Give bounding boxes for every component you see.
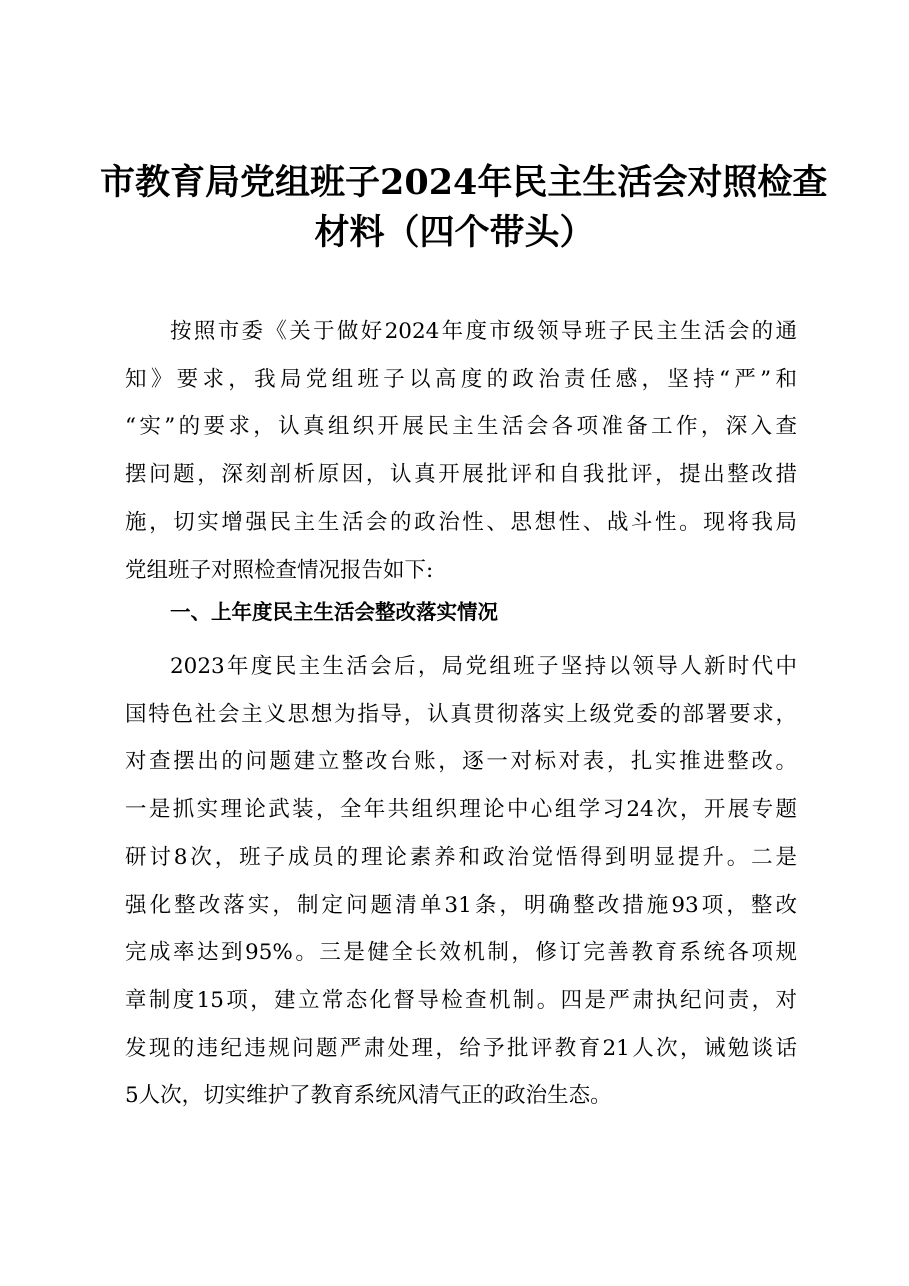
paragraph-line: 知》要求，我局党组班子以高度的政治责任感，坚持“严”和 <box>125 366 797 392</box>
paragraph-line: “实”的要求，认真组织开展民主生活会各项准备工作，深入查 <box>125 414 797 440</box>
section-paragraph <box>125 643 797 1120</box>
paragraph-line: 施，切实增强民主生活会的政治性、思想性、战斗性。现将我局 <box>125 509 797 535</box>
intro-paragraph <box>125 308 797 594</box>
paragraph-line: 摆问题，深刻剖析原因，认真开展批评和自我批评，提出整改措 <box>125 462 797 488</box>
title-line: 材料（四个带头） <box>314 212 595 253</box>
paragraph-line: 发现的违纪违规问题严肃处理，给予批评教育21人次，诫勉谈话 <box>125 1035 797 1061</box>
section-heading: 一、上年度民主生活会整改落实情况 <box>170 600 498 624</box>
paragraph-line: 5人次，切实维护了教育系统风清气正的政治生态。 <box>125 1083 612 1109</box>
paragraph-line: 研讨8次，班子成员的理论素养和政治觉悟得到明显提升。二是 <box>125 844 797 870</box>
paragraph-line: 2023年度民主生活会后，局党组班子坚持以领导人新时代中 <box>170 654 797 679</box>
title-line: 市教育局党组班子2024年民主生活会对照检查 <box>100 162 828 203</box>
paragraph-line: 按照市委《关于做好2024年度市级领导班子民主生活会的通 <box>170 319 797 344</box>
paragraph-line: 一是抓实理论武装，全年共组织理论中心组学习24次，开展专题 <box>125 797 797 823</box>
paragraph-line: 对查摆出的问题建立整改台账，逐一对标对表，扎实推进整改。 <box>125 749 797 775</box>
paragraph-line: 强化整改落实，制定问题清单31条，明确整改措施93项，整改 <box>125 892 797 918</box>
paragraph-line: 党组班子对照检查情况报告如下: <box>125 557 434 583</box>
paragraph-line: 完成率达到95%。三是健全长效机制，修订完善教育系统各项规 <box>125 940 797 966</box>
paragraph-line: 国特色社会主义思想为指导，认真贯彻落实上级党委的部署要求， <box>125 701 797 727</box>
document-title <box>100 158 828 258</box>
paragraph-line: 章制度15项，建立常态化督导检查机制。四是严肃执纪问责，对 <box>125 987 797 1013</box>
